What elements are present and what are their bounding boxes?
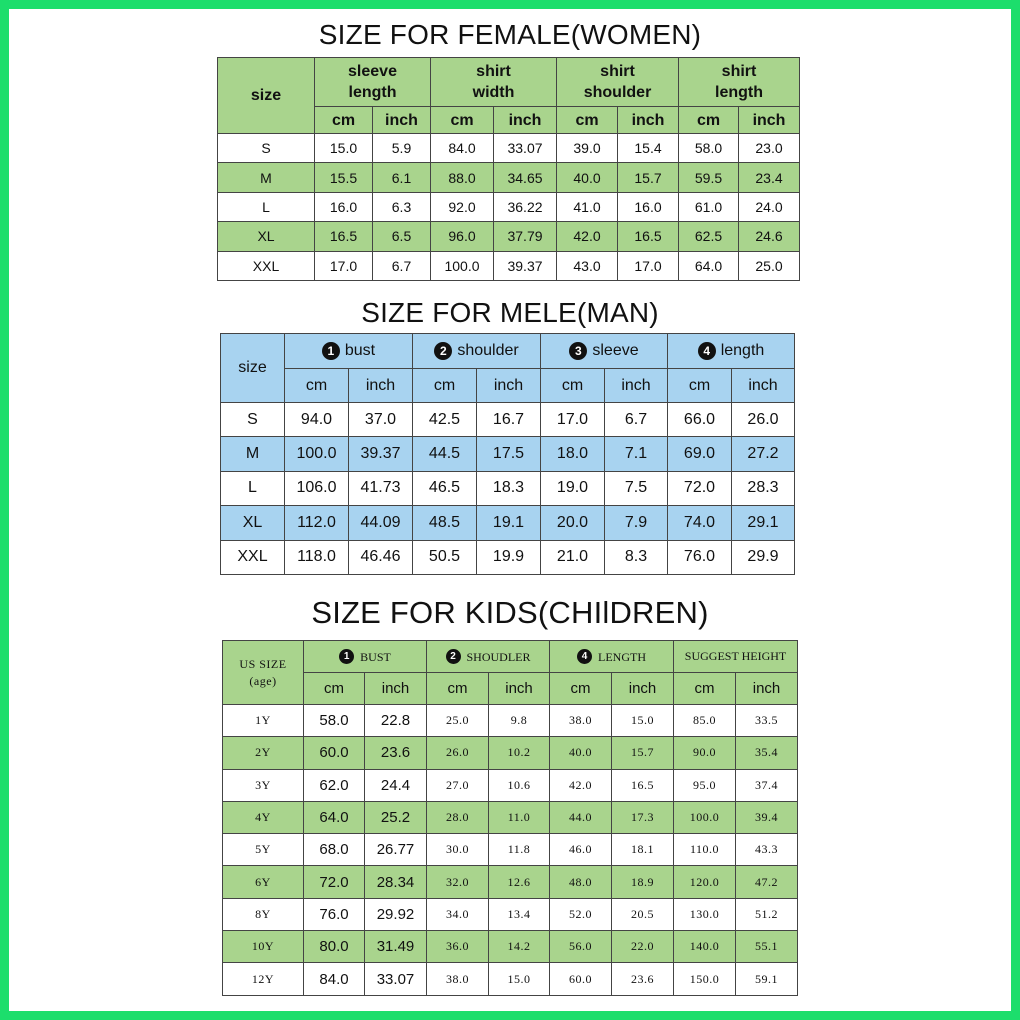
number-1-icon: 1: [339, 649, 354, 664]
value-cell: 39.4: [736, 801, 798, 833]
unit-header: inch: [732, 369, 795, 403]
value-cell: 34.0: [427, 898, 489, 930]
value-cell: 46.46: [349, 540, 413, 574]
value-cell: 24.0: [739, 192, 800, 221]
value-cell: 26.77: [365, 834, 427, 866]
value-cell: 140.0: [674, 931, 736, 963]
value-cell: 32.0: [427, 866, 489, 898]
table-row: [223, 769, 798, 801]
unit-header: cm: [550, 673, 612, 705]
number-2-icon: 2: [434, 342, 452, 360]
value-cell: 40.0: [557, 163, 618, 192]
value-cell: 56.0: [550, 931, 612, 963]
value-cell: 64.0: [304, 801, 365, 833]
value-cell: 46.5: [413, 471, 477, 505]
size-cell: M: [221, 437, 285, 471]
suggest-height-header: SUGGEST HEIGHT: [674, 641, 798, 673]
table-row: [223, 931, 798, 963]
bust-header: 1 bust: [285, 334, 413, 369]
value-cell: 35.4: [736, 737, 798, 769]
value-cell: 17.0: [541, 403, 605, 437]
value-cell: 80.0: [304, 931, 365, 963]
unit-header: inch: [605, 369, 668, 403]
value-cell: 23.6: [612, 963, 674, 995]
female-size-table: [217, 57, 800, 281]
unit-header: cm: [541, 369, 605, 403]
value-cell: 13.4: [489, 898, 550, 930]
male-table-body: [221, 403, 795, 575]
size-column-header: size: [218, 58, 315, 134]
value-cell: 18.1: [612, 834, 674, 866]
value-cell: 9.8: [489, 705, 550, 737]
shirt-width-header: shirt width: [431, 58, 557, 107]
size-cell: 1Y: [223, 705, 304, 737]
size-cell: S: [221, 403, 285, 437]
value-cell: 17.0: [315, 251, 373, 280]
size-cell: XL: [218, 222, 315, 251]
value-cell: 33.07: [494, 134, 557, 163]
value-cell: 30.0: [427, 834, 489, 866]
value-cell: 18.0: [541, 437, 605, 471]
value-cell: 20.0: [541, 506, 605, 540]
value-cell: 76.0: [304, 898, 365, 930]
value-cell: 18.3: [477, 471, 541, 505]
unit-header: inch: [739, 107, 800, 134]
value-cell: 38.0: [427, 963, 489, 995]
size-cell: 5Y: [223, 834, 304, 866]
value-cell: 66.0: [668, 403, 732, 437]
value-cell: 11.8: [489, 834, 550, 866]
value-cell: 23.4: [739, 163, 800, 192]
unit-header: cm: [674, 673, 736, 705]
table-row: [218, 192, 800, 221]
value-cell: 8.3: [605, 540, 668, 574]
value-cell: 15.0: [489, 963, 550, 995]
value-cell: 84.0: [304, 963, 365, 995]
value-cell: 19.9: [477, 540, 541, 574]
table-row: [221, 403, 795, 437]
value-cell: 16.0: [315, 192, 373, 221]
unit-header: cm: [285, 369, 349, 403]
value-cell: 100.0: [285, 437, 349, 471]
value-cell: 51.2: [736, 898, 798, 930]
value-cell: 15.7: [612, 737, 674, 769]
value-cell: 7.5: [605, 471, 668, 505]
female-table-body: [218, 134, 800, 281]
size-cell: XXL: [218, 251, 315, 280]
value-cell: 43.0: [557, 251, 618, 280]
value-cell: 7.9: [605, 506, 668, 540]
value-cell: 118.0: [285, 540, 349, 574]
unit-header: cm: [427, 673, 489, 705]
value-cell: 100.0: [431, 251, 494, 280]
value-cell: 130.0: [674, 898, 736, 930]
size-cell: 10Y: [223, 931, 304, 963]
value-cell: 17.3: [612, 801, 674, 833]
value-cell: 48.0: [550, 866, 612, 898]
value-cell: 28.0: [427, 801, 489, 833]
value-cell: 36.0: [427, 931, 489, 963]
table-row: [223, 834, 798, 866]
value-cell: 7.1: [605, 437, 668, 471]
value-cell: 62.0: [304, 769, 365, 801]
table-row: [221, 540, 795, 574]
value-cell: 43.3: [736, 834, 798, 866]
value-cell: 44.5: [413, 437, 477, 471]
value-cell: 26.0: [427, 737, 489, 769]
size-cell: 4Y: [223, 801, 304, 833]
unit-header: inch: [365, 673, 427, 705]
value-cell: 26.0: [732, 403, 795, 437]
value-cell: 24.6: [739, 222, 800, 251]
value-cell: 37.0: [349, 403, 413, 437]
us-size-column-header: US SIZE (age): [223, 641, 304, 705]
unit-header: inch: [612, 673, 674, 705]
shirt-shoulder-header: shirt shoulder: [557, 58, 679, 107]
value-cell: 28.34: [365, 866, 427, 898]
size-cell: 8Y: [223, 898, 304, 930]
value-cell: 69.0: [668, 437, 732, 471]
size-cell: L: [221, 471, 285, 505]
unit-header: inch: [489, 673, 550, 705]
value-cell: 20.5: [612, 898, 674, 930]
value-cell: 112.0: [285, 506, 349, 540]
value-cell: 95.0: [674, 769, 736, 801]
size-cell: M: [218, 163, 315, 192]
value-cell: 90.0: [674, 737, 736, 769]
size-cell: L: [218, 192, 315, 221]
value-cell: 34.65: [494, 163, 557, 192]
value-cell: 41.0: [557, 192, 618, 221]
value-cell: 120.0: [674, 866, 736, 898]
value-cell: 39.37: [349, 437, 413, 471]
value-cell: 31.49: [365, 931, 427, 963]
table-row: [221, 471, 795, 505]
value-cell: 21.0: [541, 540, 605, 574]
value-cell: 42.5: [413, 403, 477, 437]
female-size-title: SIZE FOR FEMALE(WOMEN): [318, 19, 702, 50]
value-cell: 25.2: [365, 801, 427, 833]
sleeve-header: 3 sleeve: [541, 334, 668, 369]
value-cell: 60.0: [304, 737, 365, 769]
value-cell: 110.0: [674, 834, 736, 866]
value-cell: 24.4: [365, 769, 427, 801]
table-row: [223, 866, 798, 898]
male-size-table: [220, 333, 795, 575]
length-header: 4 length: [668, 334, 795, 369]
unit-header: cm: [557, 107, 618, 134]
kids-size-table: [222, 640, 798, 996]
value-cell: 59.1: [736, 963, 798, 995]
value-cell: 72.0: [304, 866, 365, 898]
value-cell: 6.5: [373, 222, 431, 251]
bust-header: 1 BUST: [304, 641, 427, 673]
value-cell: 59.5: [679, 163, 739, 192]
value-cell: 33.07: [365, 963, 427, 995]
size-cell: 3Y: [223, 769, 304, 801]
value-cell: 100.0: [674, 801, 736, 833]
shirt-length-header: shirt length: [679, 58, 800, 107]
unit-header: inch: [373, 107, 431, 134]
value-cell: 6.1: [373, 163, 431, 192]
value-cell: 29.9: [732, 540, 795, 574]
unit-header: cm: [679, 107, 739, 134]
value-cell: 16.5: [618, 222, 679, 251]
unit-header-row: [223, 673, 798, 705]
number-4-icon: 4: [698, 342, 716, 360]
value-cell: 11.0: [489, 801, 550, 833]
value-cell: 22.8: [365, 705, 427, 737]
value-cell: 29.92: [365, 898, 427, 930]
male-size-title: SIZE FOR MELE(MAN): [361, 297, 659, 328]
value-cell: 33.5: [736, 705, 798, 737]
value-cell: 36.22: [494, 192, 557, 221]
value-cell: 96.0: [431, 222, 494, 251]
unit-header: cm: [413, 369, 477, 403]
value-cell: 94.0: [285, 403, 349, 437]
shoulder-header: 2 shoulder: [413, 334, 541, 369]
value-cell: 16.0: [618, 192, 679, 221]
value-cell: 23.6: [365, 737, 427, 769]
value-cell: 44.09: [349, 506, 413, 540]
value-cell: 22.0: [612, 931, 674, 963]
number-3-icon: 3: [569, 342, 587, 360]
unit-header: inch: [736, 673, 798, 705]
value-cell: 40.0: [550, 737, 612, 769]
value-cell: 15.0: [315, 134, 373, 163]
value-cell: 16.7: [477, 403, 541, 437]
unit-header: cm: [315, 107, 373, 134]
value-cell: 150.0: [674, 963, 736, 995]
value-cell: 48.5: [413, 506, 477, 540]
value-cell: 84.0: [431, 134, 494, 163]
table-row: [223, 737, 798, 769]
value-cell: 42.0: [557, 222, 618, 251]
unit-header: inch: [494, 107, 557, 134]
value-cell: 72.0: [668, 471, 732, 505]
value-cell: 23.0: [739, 134, 800, 163]
value-cell: 19.0: [541, 471, 605, 505]
value-cell: 85.0: [674, 705, 736, 737]
value-cell: 47.2: [736, 866, 798, 898]
table-row: [218, 251, 800, 280]
table-row: [223, 898, 798, 930]
value-cell: 60.0: [550, 963, 612, 995]
value-cell: 68.0: [304, 834, 365, 866]
unit-header: cm: [668, 369, 732, 403]
size-cell: 6Y: [223, 866, 304, 898]
value-cell: 17.5: [477, 437, 541, 471]
value-cell: 41.73: [349, 471, 413, 505]
value-cell: 15.5: [315, 163, 373, 192]
value-cell: 27.0: [427, 769, 489, 801]
value-cell: 62.5: [679, 222, 739, 251]
table-row: [218, 222, 800, 251]
value-cell: 37.79: [494, 222, 557, 251]
value-cell: 10.6: [489, 769, 550, 801]
size-cell: XL: [221, 506, 285, 540]
value-cell: 15.4: [618, 134, 679, 163]
value-cell: 42.0: [550, 769, 612, 801]
sleeve-length-header: sleeve length: [315, 58, 431, 107]
value-cell: 15.7: [618, 163, 679, 192]
unit-header: cm: [431, 107, 494, 134]
table-row: [218, 134, 800, 163]
value-cell: 55.1: [736, 931, 798, 963]
value-cell: 19.1: [477, 506, 541, 540]
number-2-icon: 2: [446, 649, 461, 664]
table-row: [221, 437, 795, 471]
size-cell: XXL: [221, 540, 285, 574]
number-4-icon: 4: [577, 649, 592, 664]
unit-header: inch: [618, 107, 679, 134]
value-cell: 76.0: [668, 540, 732, 574]
value-cell: 58.0: [304, 705, 365, 737]
value-cell: 27.2: [732, 437, 795, 471]
value-cell: 6.3: [373, 192, 431, 221]
value-cell: 61.0: [679, 192, 739, 221]
table-row: [218, 163, 800, 192]
value-cell: 12.6: [489, 866, 550, 898]
value-cell: 106.0: [285, 471, 349, 505]
value-cell: 10.2: [489, 737, 550, 769]
size-column-header: size: [221, 334, 285, 403]
value-cell: 16.5: [315, 222, 373, 251]
value-cell: 58.0: [679, 134, 739, 163]
size-cell: 12Y: [223, 963, 304, 995]
value-cell: 5.9: [373, 134, 431, 163]
value-cell: 6.7: [373, 251, 431, 280]
size-cell: S: [218, 134, 315, 163]
table-row: [221, 506, 795, 540]
kids-table-body: [223, 705, 798, 996]
value-cell: 50.5: [413, 540, 477, 574]
value-cell: 52.0: [550, 898, 612, 930]
value-cell: 18.9: [612, 866, 674, 898]
value-cell: 25.0: [427, 705, 489, 737]
kids-size-title: SIZE FOR KIDS(CHIlDREN): [311, 595, 709, 630]
value-cell: 44.0: [550, 801, 612, 833]
value-cell: 17.0: [618, 251, 679, 280]
unit-header: inch: [349, 369, 413, 403]
number-1-icon: 1: [322, 342, 340, 360]
value-cell: 38.0: [550, 705, 612, 737]
value-cell: 37.4: [736, 769, 798, 801]
shoulder-header: 2 SHOUDLER: [427, 641, 550, 673]
value-cell: 39.37: [494, 251, 557, 280]
unit-header: inch: [477, 369, 541, 403]
unit-header-row: [221, 369, 795, 403]
value-cell: 29.1: [732, 506, 795, 540]
value-cell: 64.0: [679, 251, 739, 280]
value-cell: 28.3: [732, 471, 795, 505]
table-row: [223, 705, 798, 737]
value-cell: 25.0: [739, 251, 800, 280]
length-header: 4 LENGTH: [550, 641, 674, 673]
value-cell: 15.0: [612, 705, 674, 737]
value-cell: 39.0: [557, 134, 618, 163]
value-cell: 6.7: [605, 403, 668, 437]
table-row: [223, 801, 798, 833]
value-cell: 74.0: [668, 506, 732, 540]
table-row: [223, 963, 798, 995]
unit-header: cm: [304, 673, 365, 705]
value-cell: 16.5: [612, 769, 674, 801]
value-cell: 92.0: [431, 192, 494, 221]
value-cell: 14.2: [489, 931, 550, 963]
value-cell: 88.0: [431, 163, 494, 192]
value-cell: 46.0: [550, 834, 612, 866]
size-cell: 2Y: [223, 737, 304, 769]
